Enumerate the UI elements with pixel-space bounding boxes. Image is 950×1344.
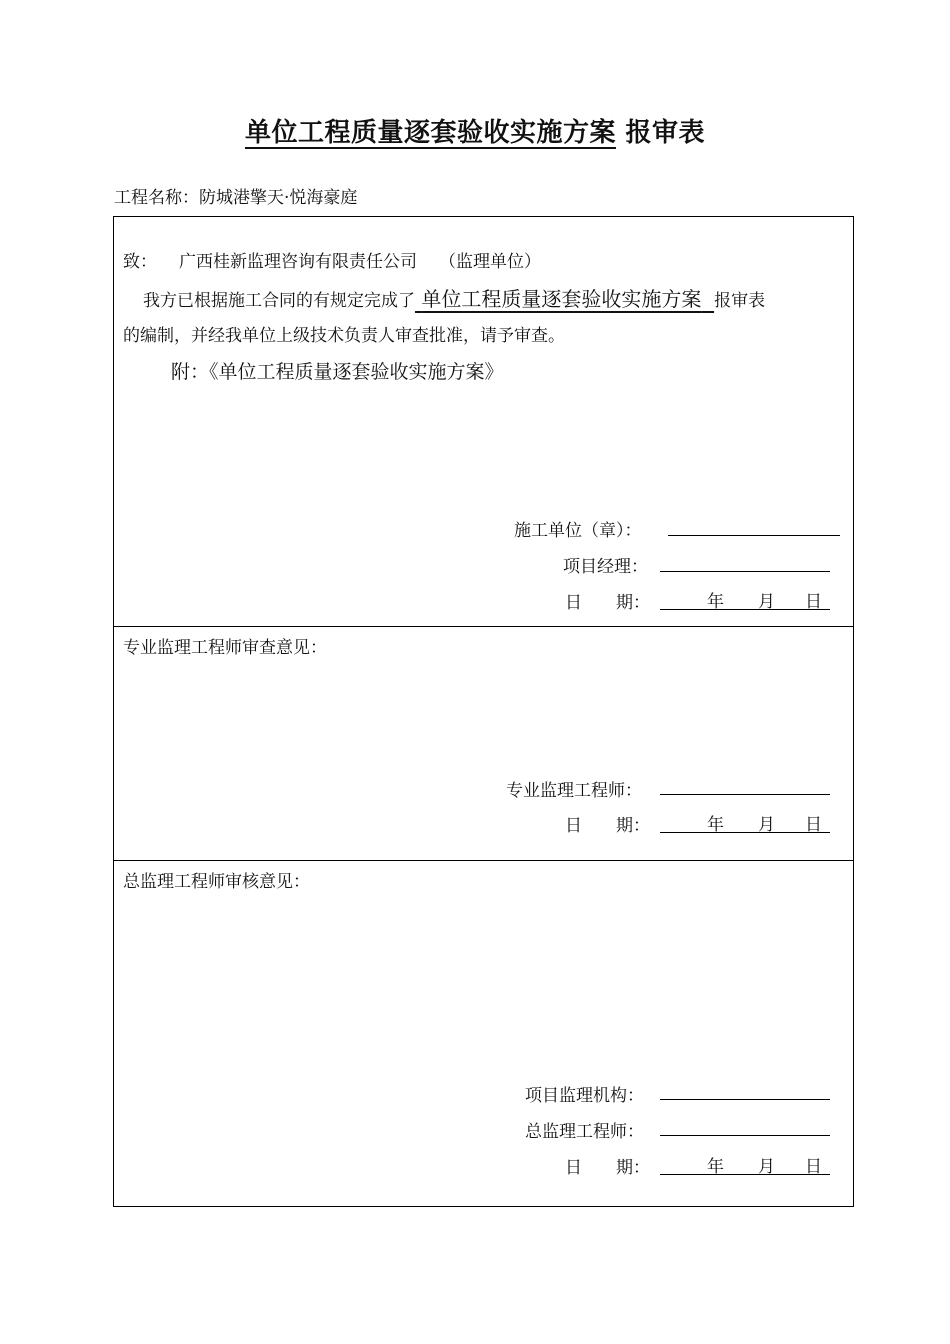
section3-date-field (660, 1152, 830, 1175)
attachment-line: 附：《单位工程质量逐套验收实施方案》 (171, 361, 504, 383)
section1-date-field (660, 587, 830, 610)
day-label: 日 (805, 815, 822, 835)
section-divider-2 (114, 860, 853, 861)
year-label: 年 (707, 815, 724, 835)
year-label: 年 (707, 1157, 724, 1177)
project-name-line (114, 183, 357, 208)
day-label: 日 (805, 592, 822, 612)
body-line-2: 的编制，并经我单位上级技术负责人审查批准，请予审查。 (123, 326, 565, 346)
project-name: 防城港擎天·悦海豪庭 (199, 188, 358, 208)
section1-date-label: 日 期： (565, 593, 650, 613)
plan-name-text: 单位工程质量逐套验收实施方案 (421, 287, 702, 311)
to-role: （监理单位） (439, 252, 541, 272)
section2-date-label: 日 期： (565, 816, 650, 836)
supervision-org-label: 项目监理机构： (525, 1086, 644, 1106)
page-title (0, 112, 950, 149)
to-company: 广西桂新监理咨询有限责任公司 (179, 252, 417, 272)
title-suffix: 报审表 (625, 118, 706, 148)
specialist-review-heading: 专业监理工程师审查意见： (123, 638, 327, 658)
section-divider-1 (114, 626, 853, 627)
chief-review-heading: 总监理工程师审核意见： (123, 872, 310, 892)
day-label: 日 (805, 1157, 822, 1177)
month-label: 月 (758, 1157, 775, 1177)
approval-form (113, 216, 854, 1207)
section2-date-field (660, 810, 830, 833)
supervision-org-signature-line (660, 1099, 830, 1100)
to-label: 致： (123, 252, 157, 272)
month-label: 月 (758, 815, 775, 835)
chief-engineer-label: 总监理工程师： (525, 1122, 644, 1142)
title-main: 单位工程质量逐套验收实施方案 (244, 118, 616, 148)
body-text-post: 报审表 (714, 291, 766, 311)
section3-date-label: 日 期： (565, 1158, 650, 1178)
body-line-1 (143, 283, 765, 312)
project-manager-label: 项目经理： (563, 557, 648, 577)
year-label: 年 (707, 592, 724, 612)
month-label: 月 (758, 592, 775, 612)
specialist-engineer-signature-line (660, 794, 830, 795)
construction-unit-label: 施工单位（章）： (514, 521, 642, 541)
construction-unit-signature-line (668, 535, 840, 536)
body-text-pre: 我方已根据施工合同的有规定完成了 (143, 291, 415, 311)
specialist-engineer-label: 专业监理工程师： (506, 781, 642, 801)
chief-engineer-signature-line (660, 1135, 830, 1136)
project-manager-signature-line (660, 571, 830, 572)
plan-name (415, 287, 714, 311)
project-label: 工程名称： (114, 188, 199, 208)
recipient-line (123, 247, 541, 272)
